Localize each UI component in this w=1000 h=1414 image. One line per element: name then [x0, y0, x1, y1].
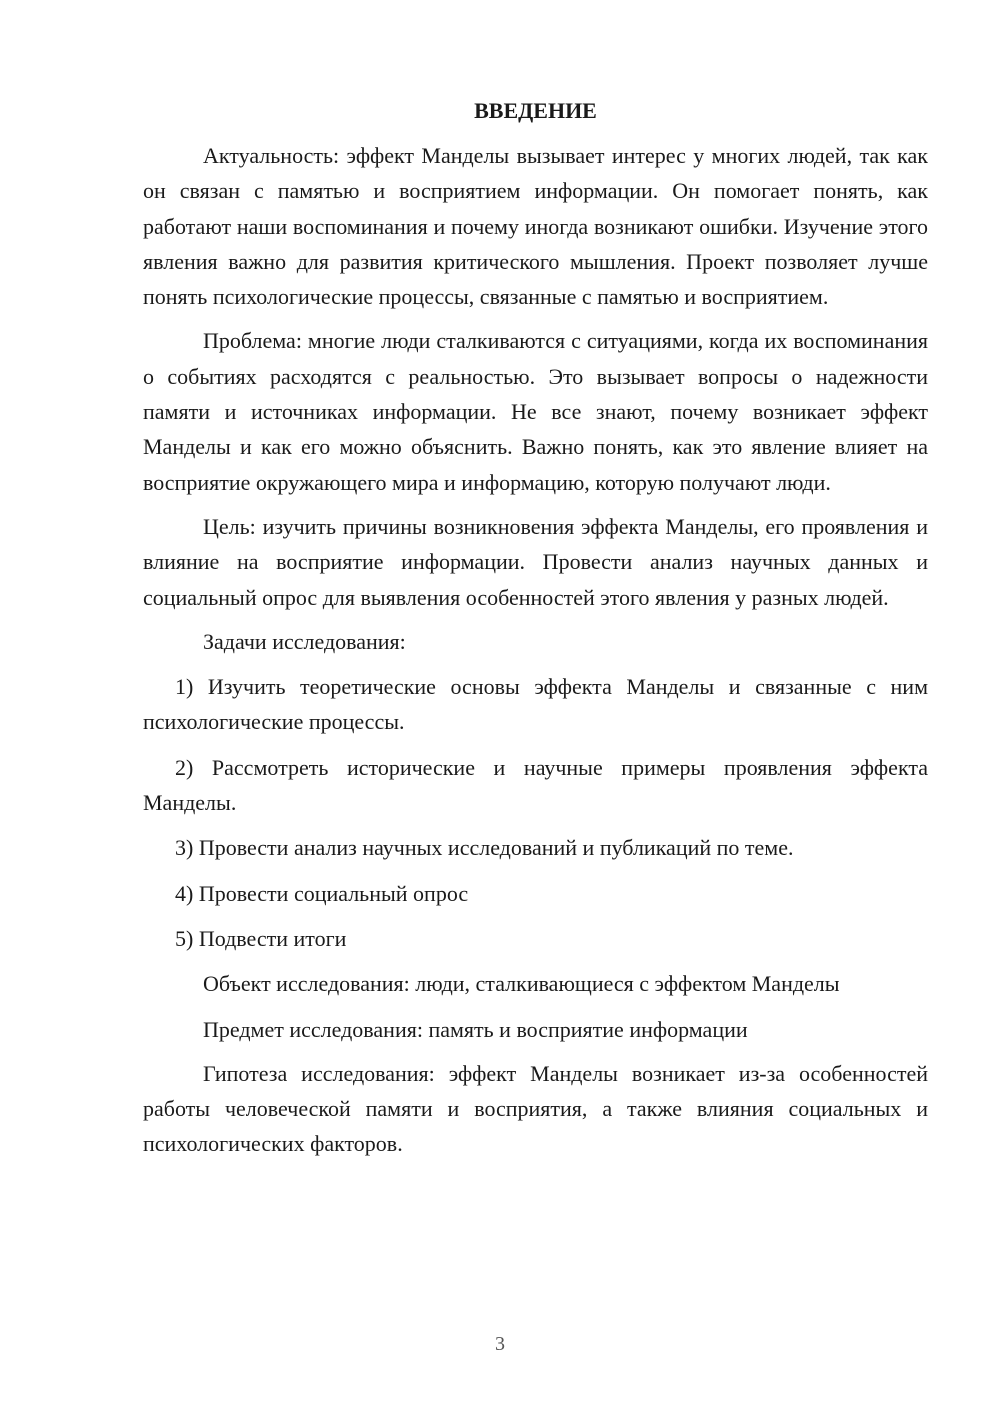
task-item-2: 2) Рассмотреть исторические и научные примеры проявления эффекта Манделы.	[143, 754, 928, 816]
task-item-3: 3) Провести анализ научных исследований и публикаций по теме.	[175, 835, 794, 861]
goal-paragraph: Цель: изучить причины возникновения эффекта Манделы, его проявления и влияние на восприятие информации. Провести анализ научных данных и социальный опрос для выявления особенностей этого явления у разных людей.	[143, 513, 928, 610]
problem-paragraph: Проблема: многие люди сталкиваются с ситуациями, когда их воспоминания о событиях расходятся с реальностью. Это вызывает вопросы о надежности памяти и источниках информации. Не все знают, почему возникает эффект Манделы и как его можно объяснить. Важно понять, как это явление влияет на восприятие окружающего мира и информацию, которую получают люди.	[143, 328, 928, 495]
hypothesis-paragraph: Гипотеза исследования: эффект Манделы возникает из-за особенностей работы человеческой памяти и восприятия, а также влияния социальных и психологических факторов.	[143, 1060, 928, 1157]
section-title: ВВЕДЕНИЕ	[474, 98, 597, 123]
page-number: 3	[495, 1333, 505, 1355]
task-item-4: 4) Провести социальный опрос	[175, 880, 469, 906]
task-item-5: 5) Подвести итоги	[175, 925, 347, 951]
document-page	[143, 94, 928, 1162]
research-subject: Предмет исследования: память и восприятие информации	[203, 1016, 748, 1042]
research-object: Объект исследования: люди, сталкивающиеся с эффектом Манделы	[203, 971, 840, 997]
tasks-heading: Задачи исследования:	[203, 628, 406, 654]
task-item-1: 1) Изучить теоретические основы эффекта Манделы и связанные с ним психологические процессы.	[143, 674, 928, 735]
relevance-paragraph: Актуальность: эффект Манделы вызывает интерес у многих людей, так как он связан с памятью и восприятием информации. Он помогает понять, как работают наши воспоминания и почему иногда возникают ошибки. Изучение этого явления важно для развития критического мышления. Проект позволяет лучше понять психологические процессы, связанные с памятью и восприятием.	[143, 143, 928, 310]
